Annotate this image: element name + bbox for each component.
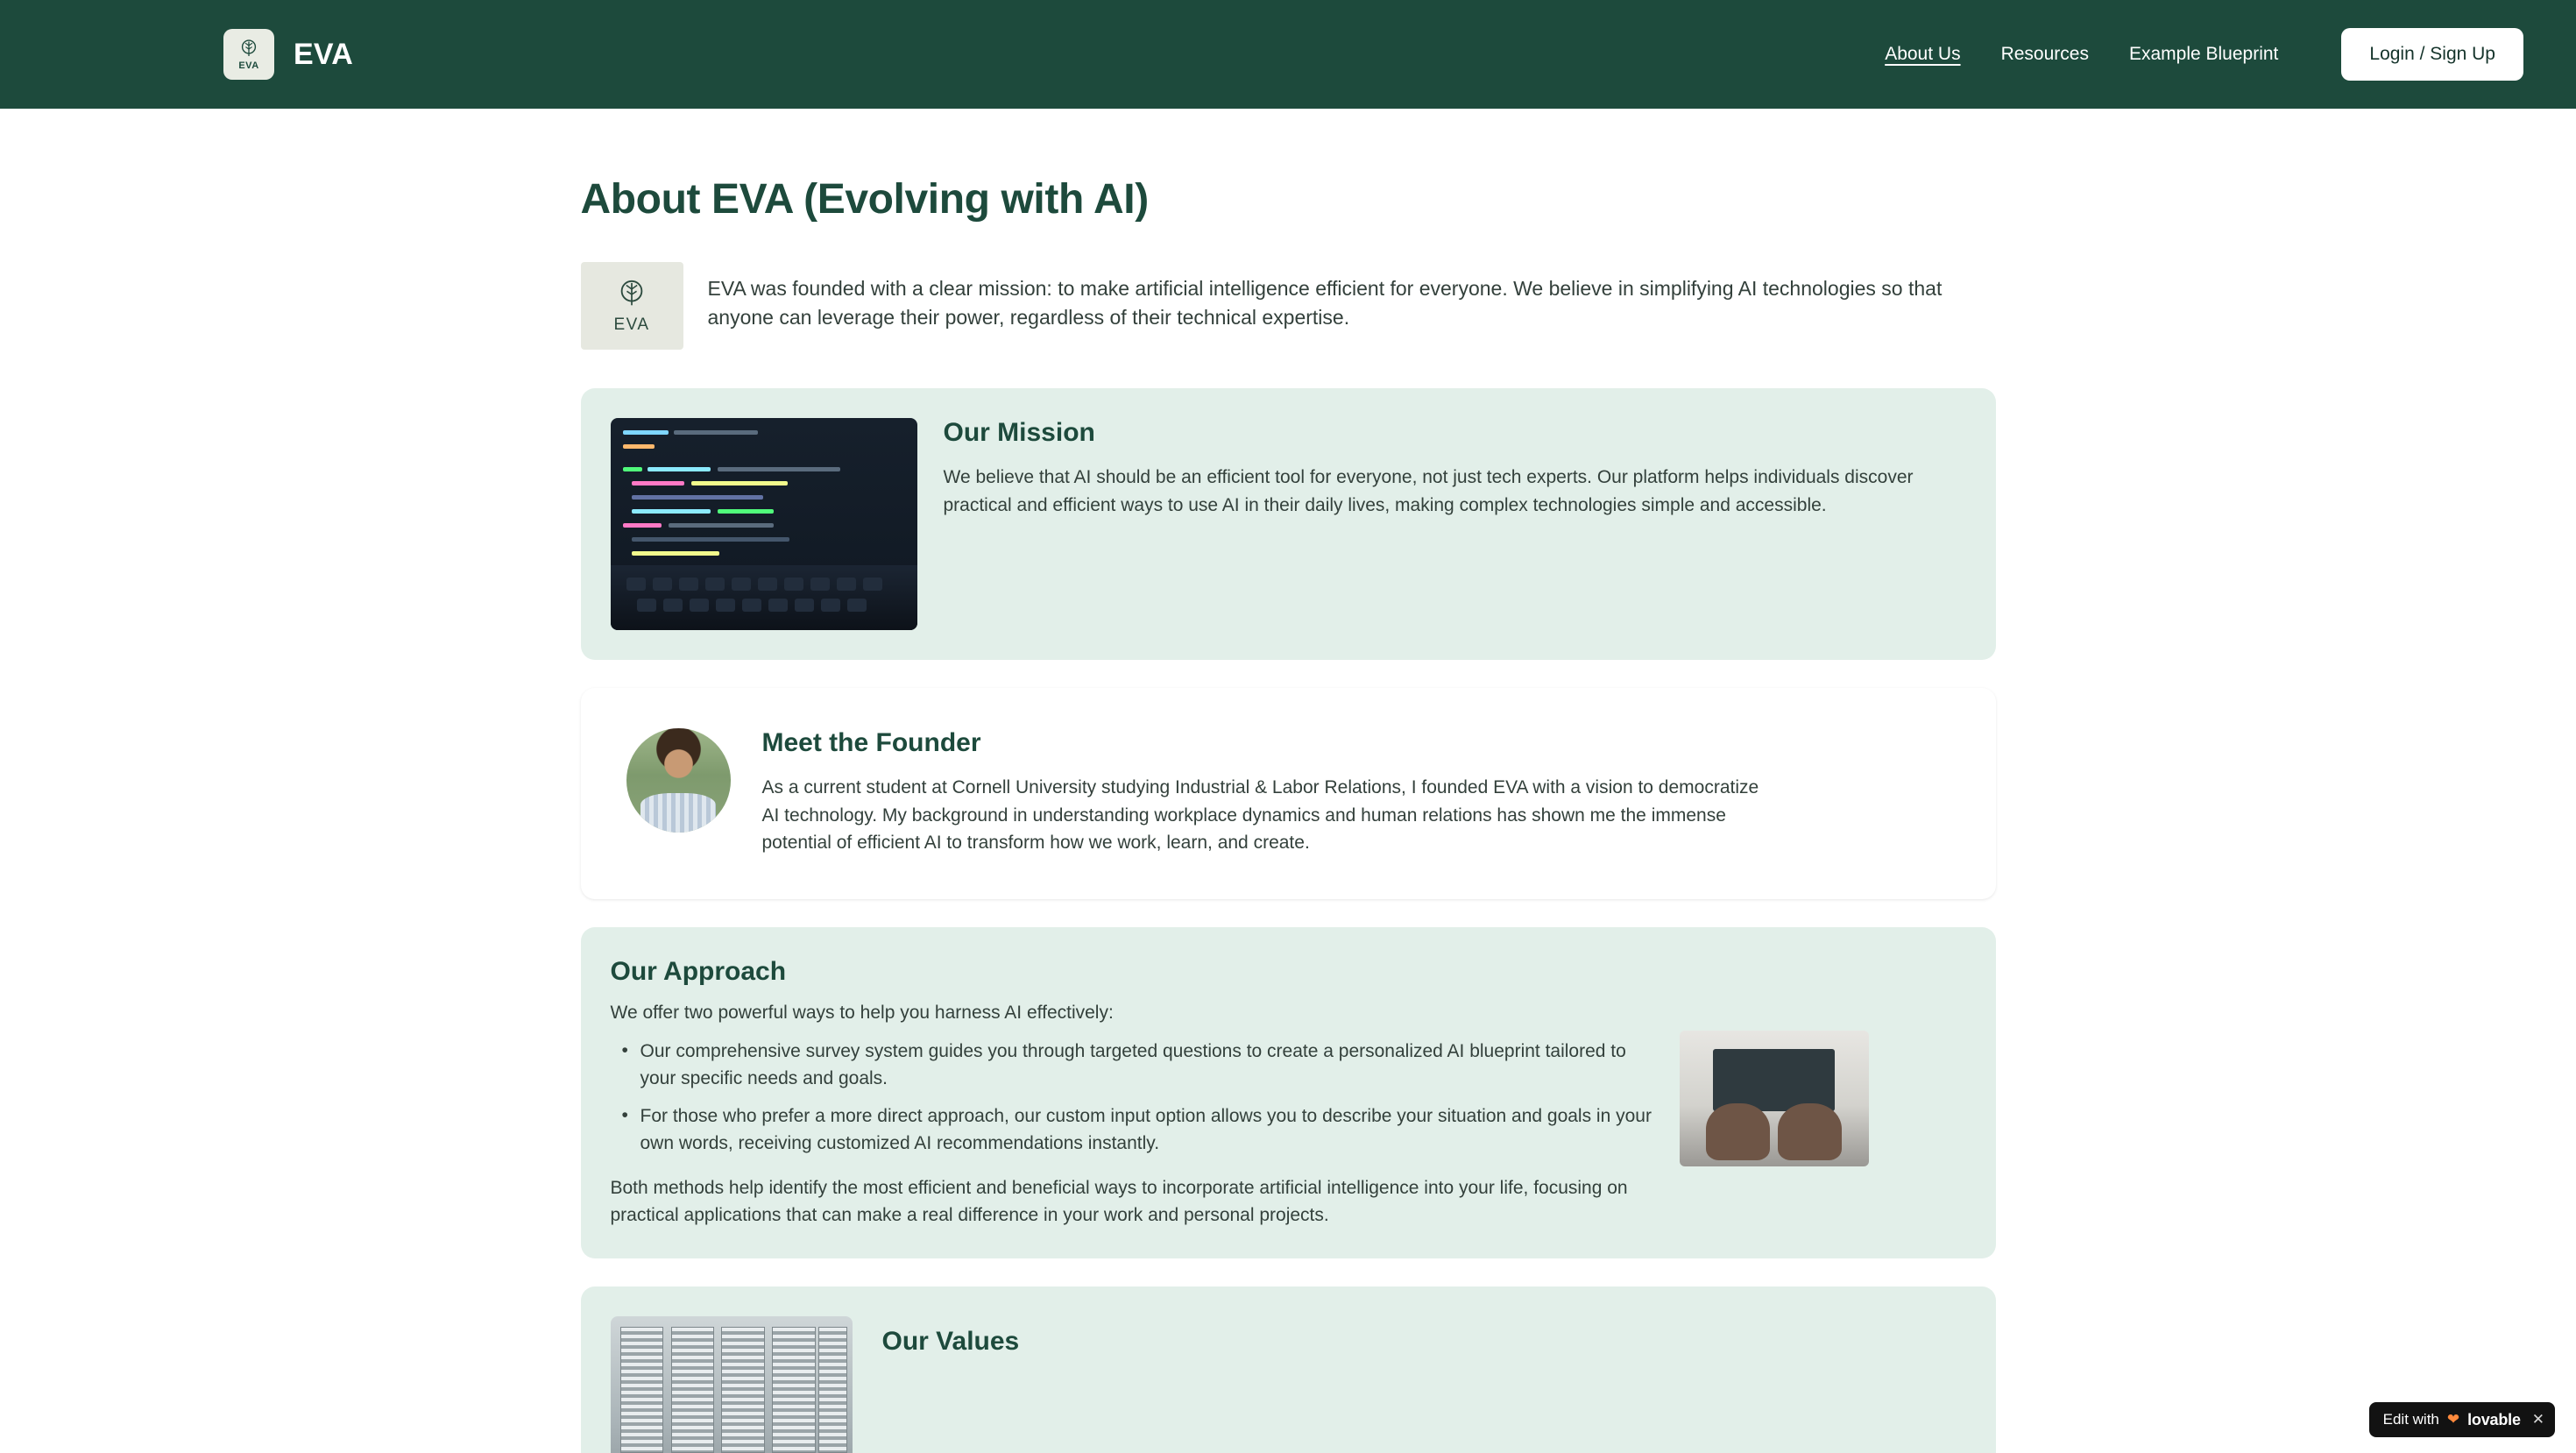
values-card: [581, 1286, 1996, 1453]
page-title: About EVA (Evolving with AI): [580, 176, 1149, 223]
keyboard-detail: [611, 565, 917, 630]
founder-body: As a current student at Cornell University studying Industrial & Labor Relations, I founded EVA with a vision to democratize AI technology. My background in understanding workplace dynamics and human relations has shown me the immense potential of efficient AI to transform how we work, learn, and create.: [761, 777, 1759, 853]
eva-intro-logo-icon: [581, 262, 683, 350]
close-icon[interactable]: ✕: [2531, 1411, 2544, 1428]
values-image-servers: [611, 1316, 853, 1453]
mission-image-code-screenshot: [611, 418, 917, 630]
lovable-brand-label: lovable: [2467, 1410, 2521, 1428]
intro-paragraph: EVA was founded with a clear mission: to make artificial intelligence efficient for everyone. We believe in simplifying AI technologies so that anyone can leverage their power, regardless of their technical expertise.: [707, 277, 1943, 330]
eva-intro-wordmark: EVA: [613, 315, 650, 334]
mission-card: [581, 388, 1996, 660]
mission-text-block: [944, 418, 1960, 519]
content-container: [581, 109, 1996, 1453]
lovable-edit-label: Edit with: [2382, 1411, 2439, 1428]
approach-image-laptop: [1680, 1031, 1869, 1166]
founder-title: Meet the Founder: [761, 728, 981, 757]
founder-card: [581, 688, 1996, 899]
eva-logo-wordmark: EVA: [238, 60, 259, 71]
brand[interactable]: [223, 29, 353, 80]
approach-bullet-list: [611, 1038, 1653, 1157]
main-nav: [1885, 28, 2523, 81]
approach-card: [581, 927, 1996, 1258]
eva-logo-icon: [223, 29, 274, 80]
lovable-edit-badge[interactable]: [2369, 1402, 2555, 1437]
heart-icon: ❤: [2446, 1411, 2460, 1428]
list-item: • For those who prefer a more direct approach, our custom input option allows you to describe your situation and goals in your own words, receiving customized AI recommendations instantly.: [611, 1102, 1653, 1157]
list-item: • Our comprehensive survey system guides you through targeted questions to create a personalized AI blueprint tailored to your specific needs and goals.: [611, 1038, 1653, 1092]
values-text-block: [882, 1316, 1020, 1372]
approach-outro: Both methods help identify the most efficient and beneficial ways to incorporate artificial intelligence into your life, focusing on practical applications that can make a real difference in your work and personal projects.: [610, 1177, 1628, 1225]
login-signup-button[interactable]: Login / Sign Up: [2341, 28, 2523, 81]
mission-title: Our Mission: [943, 418, 1095, 447]
intro-block: [581, 262, 1996, 350]
page-body: [0, 109, 2576, 1453]
approach-title: Our Approach: [610, 956, 787, 986]
values-title: Our Values: [881, 1326, 1020, 1356]
nav-link-about-us[interactable]: About Us: [1885, 44, 1961, 64]
approach-intro: We offer two powerful ways to help you harness AI effectively:: [610, 1002, 1114, 1023]
founder-avatar: [626, 728, 731, 833]
founder-text-block: [762, 728, 1770, 857]
approach-text-block: [611, 957, 1653, 1229]
nav-link-example-blueprint[interactable]: Example Blueprint: [2128, 44, 2279, 64]
nav-link-resources[interactable]: Resources: [2000, 44, 2089, 64]
mission-body: We believe that AI should be an efficient tool for everyone, not just tech experts. Our platform helps individuals discover practical and efficient ways to use AI in their daily lives, making complex technologies simple and accessible.: [943, 467, 1914, 515]
brand-name: EVA: [294, 37, 353, 71]
site-header: [0, 0, 2576, 109]
